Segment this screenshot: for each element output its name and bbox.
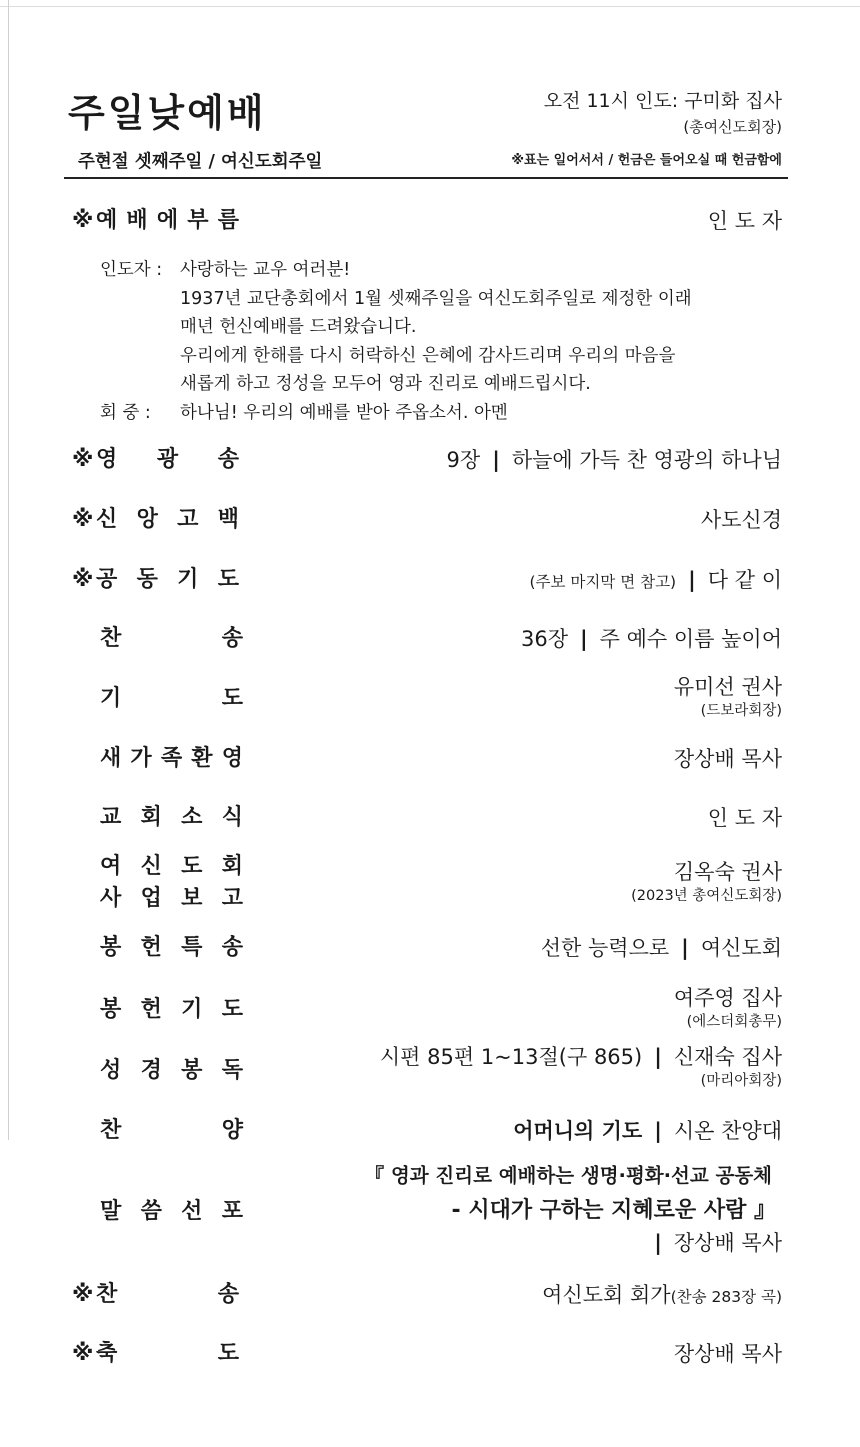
announcements-leader: 인 도 자 — [707, 806, 782, 830]
item-right — [674, 1339, 782, 1369]
separator: | — [688, 568, 696, 592]
label-chars: 성 경 봉 독 — [100, 1058, 243, 1083]
item-label — [72, 565, 239, 595]
scripture-reader: 신재숙 집사 — [673, 1045, 782, 1069]
separator: | — [654, 1119, 662, 1143]
standing-mark: ※ — [72, 1282, 94, 1307]
item-right — [708, 206, 782, 236]
item-label — [72, 445, 239, 475]
item-right — [541, 933, 782, 963]
label-chars: 영 광 송 — [96, 447, 239, 472]
sermon-speaker: 장상배 목사 — [673, 1231, 782, 1255]
label-chars: 교 회 소 식 — [100, 805, 243, 830]
header-divider — [64, 177, 788, 179]
report-presenter-role: (2023년 총여신도회장) — [631, 888, 782, 904]
offering-prayer-leader: 여주영 집사 — [673, 986, 782, 1010]
standing-mark: ※ — [72, 507, 94, 532]
label-chars: 봉 헌 기 도 — [100, 997, 243, 1022]
label-chars: 찬 송 — [96, 1282, 239, 1307]
label-chars: 공 동 기 도 — [96, 567, 239, 592]
item-label — [72, 505, 239, 535]
liturgy-text — [100, 256, 692, 427]
label-chars: 말 씀 선 포 — [100, 1199, 243, 1224]
scan-border-left — [8, 0, 9, 1140]
label-chars: 찬 양 — [100, 1118, 243, 1143]
item-right — [701, 505, 782, 535]
separator: | — [681, 936, 689, 960]
standing-mark: ※ — [72, 1341, 94, 1366]
item-label — [72, 206, 239, 236]
service-subtitle: 주현절 셋째주일 / 여신도회주일 — [78, 152, 323, 172]
scan-border-top — [0, 6, 860, 7]
standing-mark: ※ — [72, 567, 94, 592]
item-right — [521, 624, 782, 654]
welcome-leader: 장상배 목사 — [673, 747, 782, 771]
label-chars: 신 앙 고 백 — [96, 507, 239, 532]
song-title: 선한 능력으로 — [540, 936, 670, 960]
item-label — [100, 933, 243, 963]
item-right — [708, 803, 782, 833]
service-time-leader: 오전 11시 인도: 구미화 집사 — [543, 90, 782, 112]
prayer-leader-role: (드보라회장) — [700, 703, 782, 719]
label-chars: 기 도 — [100, 686, 243, 711]
label-chars: 찬 송 — [100, 626, 243, 651]
item-label — [100, 744, 243, 774]
item-right — [529, 565, 782, 597]
item-right — [674, 857, 782, 887]
item-label — [100, 1197, 243, 1227]
item-right — [674, 672, 782, 702]
item-label — [72, 1339, 239, 1369]
prayer-reference: (주보 마지막 면 참고) — [529, 573, 677, 591]
item-label — [100, 1056, 243, 1086]
label-chars: 봉 헌 특 송 — [100, 935, 243, 960]
item-right — [674, 983, 782, 1013]
liturgy-line-text: 우리에게 한해를 다시 허락하신 은혜에 감사드리며 우리의 마음을 — [180, 345, 676, 366]
label-chars: 새 가 족 환 영 — [100, 746, 243, 771]
sermon-speaker-line — [654, 1228, 782, 1258]
liturgy-line — [100, 399, 692, 428]
liturgy-line-text: 사랑하는 교우 여러분! — [180, 260, 351, 280]
leader-role: (총여신도회장) — [683, 118, 782, 136]
liturgy-line — [100, 313, 692, 342]
item-label — [72, 1280, 239, 1310]
prayer-participants: 다 같 이 — [707, 568, 782, 592]
item-label — [100, 1116, 243, 1146]
item-right — [674, 744, 782, 774]
closing-hymn-tune: (찬송 283장 곡) — [670, 1288, 782, 1306]
sermon-title-line2: - 시대가 구하는 지혜로운 사람 』 — [451, 1198, 776, 1223]
separator: | — [654, 1045, 662, 1069]
liturgy-line-text: 1937년 교단총회에서 1월 셋째주일을 여신도회주일로 제정한 이래 — [180, 288, 692, 309]
standing-mark: ※ — [72, 447, 94, 472]
creed-name: 사도신경 — [700, 508, 782, 532]
separator: | — [580, 627, 588, 651]
benediction-leader: 장상배 목사 — [673, 1342, 782, 1366]
liturgy-line — [100, 256, 692, 285]
scripture-reference: 시편 85편 1~13절(구 865) — [379, 1045, 643, 1069]
hymn-number: 9장 — [446, 448, 481, 472]
closing-hymn-title: 여신도회 회가 — [542, 1283, 671, 1307]
song-performer: 여신도회 — [700, 936, 782, 960]
liturgy-line — [100, 370, 692, 399]
offering-prayer-leader-role: (에스더회총무) — [686, 1014, 782, 1030]
item-label — [100, 624, 243, 654]
liturgy-line-text: 새롭게 하고 정성을 모두어 영과 진리로 예배드립시다. — [180, 374, 591, 394]
liturgy-role: 회 중 : — [100, 402, 151, 423]
item-right — [447, 445, 782, 475]
liturgy-line — [100, 342, 692, 371]
liturgy-line-text: 매년 헌신예배를 드려왔습니다. — [180, 317, 417, 337]
standing-offering-note: ※표는 일어서서 / 헌금은 들어오실 때 헌금함에 — [511, 153, 782, 168]
separator: | — [654, 1231, 662, 1255]
item-label — [100, 852, 243, 882]
liturgy-line-text: 하나님! 우리의 예배를 받아 주옵소서. 아멘 — [180, 402, 508, 423]
sermon-title-line1: 『 영과 진리로 예배하는 생명·평화·선교 공동체 — [364, 1164, 772, 1187]
label-chars: 사 업 보 고 — [100, 886, 243, 911]
liturgy-role: 인도자 : — [100, 260, 163, 280]
page-title: 주일낮예배 — [68, 91, 267, 135]
item-label — [100, 995, 243, 1025]
leader-text: 인 도 자 — [707, 209, 782, 233]
item-right — [380, 1042, 782, 1072]
prayer-leader: 유미선 권사 — [673, 675, 782, 699]
scripture-reader-role: (마리아회장) — [700, 1073, 782, 1089]
hymn-title: 주 예수 이름 높이어 — [599, 627, 782, 651]
label-chars: 예 배 에 부 름 — [96, 208, 239, 233]
item-label — [100, 803, 243, 833]
report-presenter: 김옥숙 권사 — [673, 860, 782, 884]
separator: | — [492, 448, 500, 472]
item-right — [542, 1280, 782, 1312]
hymn-number: 36장 — [520, 627, 568, 651]
hymn-title: 하늘에 가득 찬 영광의 하나님 — [511, 448, 782, 472]
anthem-title: 어머니의 기도 — [513, 1119, 643, 1143]
item-label-second-line — [100, 884, 243, 914]
item-label — [100, 684, 243, 714]
label-chars: 여 신 도 회 — [100, 854, 243, 879]
item-right — [513, 1116, 782, 1146]
label-chars: 축 도 — [96, 1341, 239, 1366]
liturgy-line — [100, 285, 692, 314]
standing-mark: ※ — [72, 208, 94, 233]
choir-name: 시온 찬양대 — [673, 1119, 782, 1143]
